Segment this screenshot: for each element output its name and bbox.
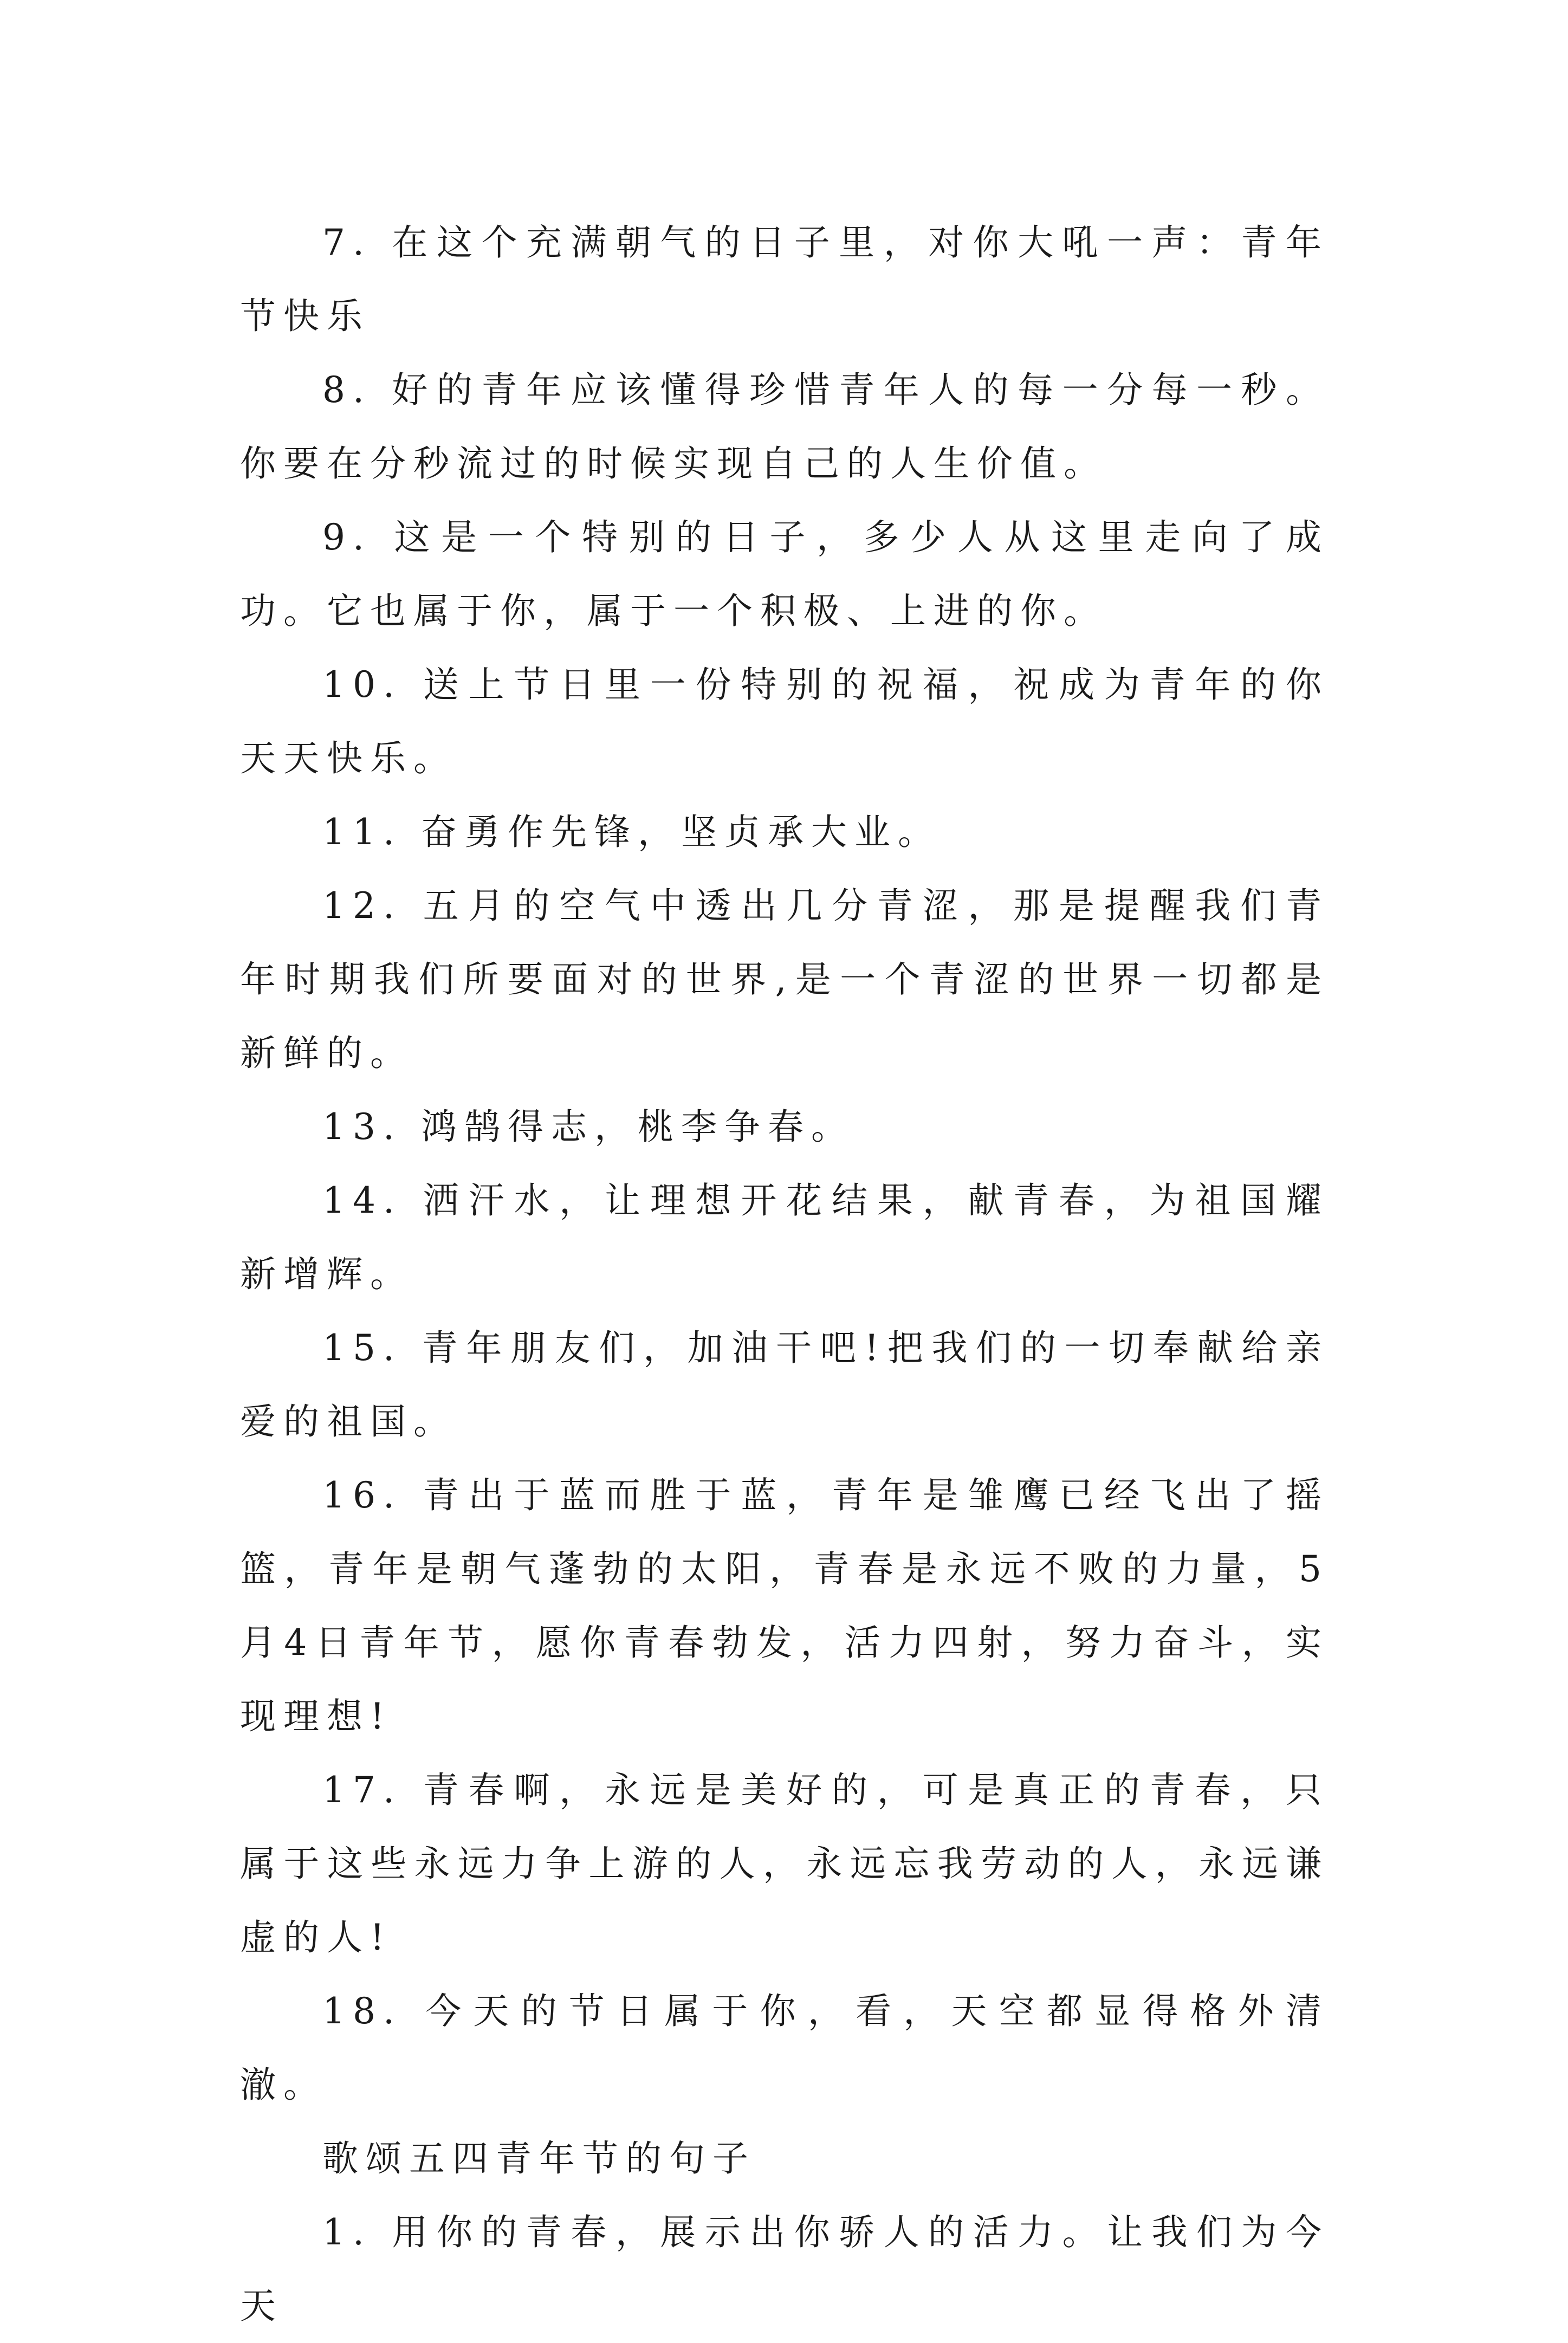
paragraph-9: 9. 这是一个特别的日子，多少人从这里走向了成功。它也属于你，属于一个积极、上进的你。 <box>240 516 1329 632</box>
paragraph-12: 12. 五月的空气中透出几分青涩，那是提醒我们青年时期我们所要面对的世界,是一个青涩的世界一切都是新鲜的。 <box>240 885 1329 1074</box>
document-body <box>240 206 1329 2343</box>
paragraph-1: 1. 用你的青春，展示出你骄人的活力。让我们为今天 <box>240 2211 1329 2327</box>
paragraph-10: 10. 送上节日里一份特别的祝福，祝成为青年的你天天快乐。 <box>240 664 1329 779</box>
section-heading: 歌颂五四青年节的句子 <box>322 2138 756 2179</box>
paragraph-13: 13. 鸿鹄得志，桃李争春。 <box>322 1106 854 1148</box>
paragraph-15: 15. 青年朋友们，加油干吧!把我们的一切奉献给亲爱的祖国。 <box>240 1327 1329 1442</box>
paragraph-16: 16. 青出于蓝而胜于蓝，青年是雏鹰已经飞出了摇篮，青年是朝气蓬勃的太阳，青春是永远不败的力量，5月4日青年节，愿你青春勃发，活力四射，努力奋斗，实现理想! <box>240 1474 1329 1737</box>
paragraph-11: 11. 奋勇作先锋，坚贞承大业。 <box>322 811 941 853</box>
paragraph-14: 14. 洒汗水，让理想开花结果，献青春，为祖国耀新增辉。 <box>240 1180 1329 1295</box>
paragraph-7: 7. 在这个充满朝气的日子里，对你大吼一声：青年节快乐 <box>240 222 1329 337</box>
paragraph-8: 8. 好的青年应该懂得珍惜青年人的每一分每一秒。你要在分秒流过的时候实现自己的人生价值。 <box>240 369 1329 484</box>
paragraph-18: 18. 今天的节日属于你，看，天空都显得格外清澈。 <box>240 1990 1329 2106</box>
paragraph-17: 17. 青春啊，永远是美好的，可是真正的青春，只属于这些永远力争上游的人，永远忘我劳动的人，永远谦虚的人! <box>240 1769 1329 1958</box>
